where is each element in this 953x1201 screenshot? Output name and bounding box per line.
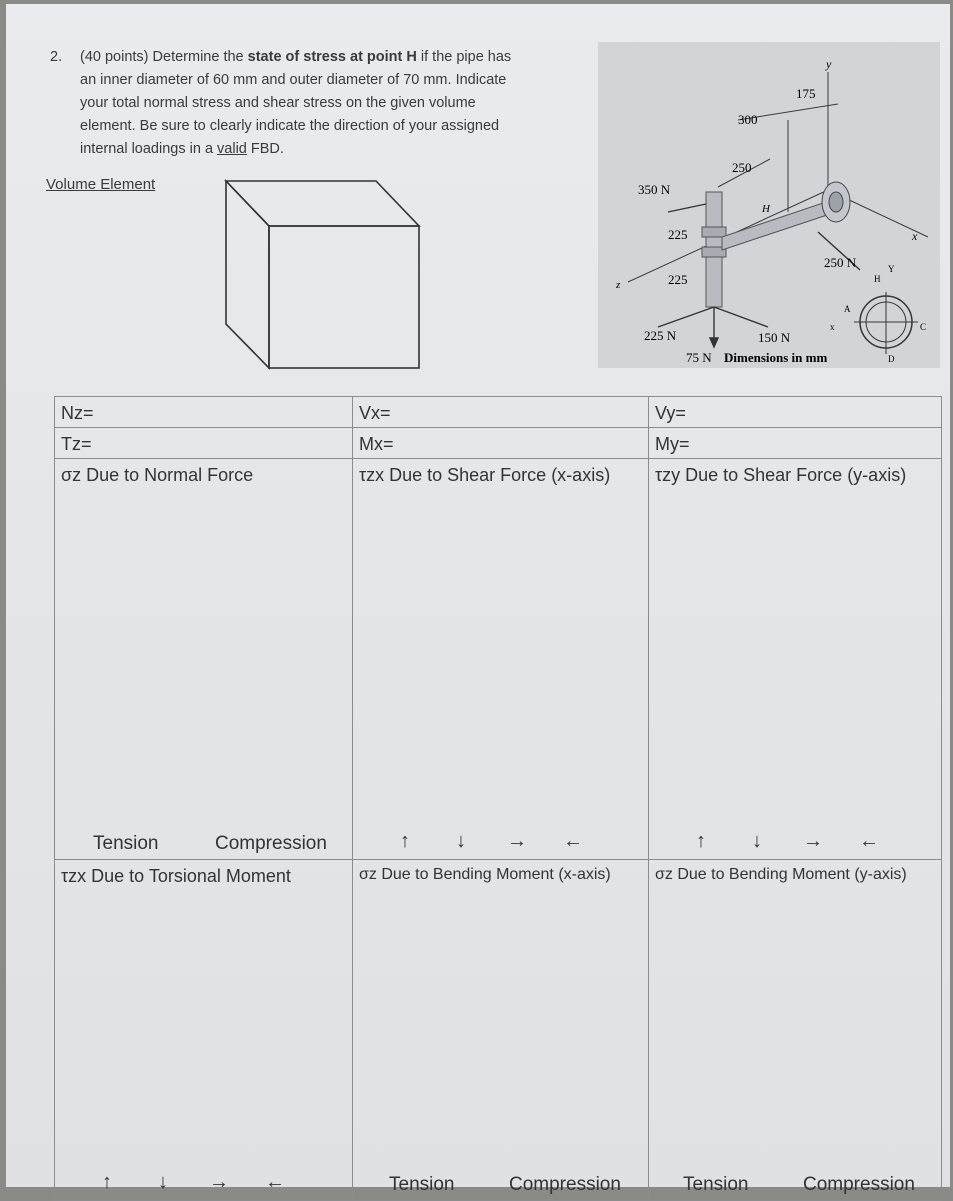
- fig-label-z: z: [616, 279, 621, 291]
- fig-section-y: Y: [888, 264, 895, 274]
- fig-force-350: 350 N: [638, 182, 671, 197]
- fig-force-225: 225 N: [644, 328, 677, 343]
- question-number: 2.: [50, 49, 63, 65]
- shear-x-cell[interactable]: [353, 459, 649, 860]
- fig-section-x: x: [830, 322, 835, 332]
- table-row: [55, 428, 942, 459]
- fig-dim-175: 175: [796, 86, 816, 101]
- nz-field[interactable]: Nz=: [61, 403, 94, 423]
- tz-field[interactable]: Tz=: [61, 434, 92, 454]
- fig-force-150: 150 N: [758, 330, 791, 345]
- normal-force-header: σz Due to Normal Force: [61, 465, 254, 485]
- fig-dim-225a: 225: [668, 227, 688, 242]
- arrow-up-icon[interactable]: ↑: [102, 1171, 112, 1193]
- torsion-cell[interactable]: [55, 860, 353, 1201]
- compression-option[interactable]: Compression: [509, 1174, 621, 1195]
- arrow-down-icon[interactable]: ↓: [752, 830, 762, 852]
- vy-field[interactable]: Vy=: [655, 403, 686, 423]
- table-row: [55, 860, 942, 1201]
- stress-table: [54, 396, 942, 1201]
- question-text: [50, 46, 590, 161]
- question-line-1: (40 points) Determine the state of stress at point H if the pipe has: [80, 49, 512, 65]
- arrow-right-icon[interactable]: →: [507, 830, 527, 852]
- arrow-left-icon[interactable]: ←: [563, 830, 583, 852]
- table-row: [55, 459, 942, 860]
- arrow-up-icon[interactable]: ↑: [696, 830, 706, 852]
- arrow-left-icon[interactable]: ←: [265, 1171, 285, 1193]
- torsion-header: τzx Due to Torsional Moment: [61, 866, 291, 886]
- question-line-5: internal loadings in a valid FBD.: [80, 141, 284, 157]
- bending-x-cell[interactable]: [353, 860, 649, 1201]
- fig-dims-note: Dimensions in mm: [724, 350, 828, 365]
- compression-option[interactable]: Compression: [803, 1174, 915, 1195]
- arrow-right-icon[interactable]: →: [803, 830, 823, 852]
- shear-x-header: τzx Due to Shear Force (x-axis): [359, 465, 611, 485]
- bending-x-header: σz Due to Bending Moment (x-axis): [359, 866, 611, 883]
- vx-field[interactable]: Vx=: [359, 403, 391, 423]
- fig-section-h: H: [874, 274, 881, 284]
- tension-option[interactable]: Tension: [93, 833, 159, 854]
- fig-label-y: y: [826, 57, 832, 71]
- volume-element-label: Volume Element: [46, 176, 156, 193]
- bending-y-cell[interactable]: [649, 860, 942, 1201]
- tension-option[interactable]: Tension: [389, 1174, 455, 1195]
- arrow-left-icon[interactable]: ←: [859, 830, 879, 852]
- fig-section-a: A: [844, 304, 851, 314]
- pipe-figure: [598, 42, 940, 368]
- bending-y-header: σz Due to Bending Moment (y-axis): [655, 866, 907, 883]
- arrow-up-icon[interactable]: ↑: [400, 830, 410, 852]
- fig-force-75: 75 N: [686, 350, 712, 365]
- fig-force-250: 250 N: [824, 255, 857, 270]
- fig-label-h: H: [762, 203, 770, 215]
- normal-force-cell[interactable]: [55, 459, 353, 860]
- shear-y-arrows: [673, 830, 897, 853]
- worksheet-page: [6, 4, 950, 1195]
- compression-option[interactable]: Compression: [215, 833, 327, 854]
- tension-option[interactable]: Tension: [683, 1174, 749, 1195]
- fig-dim-300: 300: [738, 112, 758, 127]
- question-line-2: an inner diameter of 60 mm and outer diameter of 70 mm. Indicate: [80, 72, 507, 88]
- table-row: [55, 397, 942, 428]
- mx-field[interactable]: Mx=: [359, 434, 394, 454]
- shear-x-arrows: [377, 830, 601, 853]
- fig-label-x: x: [912, 229, 918, 243]
- question-line-4: element. Be sure to clearly indicate the direction of your assigned: [80, 118, 500, 134]
- arrow-down-icon[interactable]: ↓: [456, 830, 466, 852]
- fig-dim-250: 250: [732, 160, 752, 175]
- question-line-3: your total normal stress and shear stress on the given volume: [80, 95, 476, 111]
- fig-section-c: C: [920, 322, 927, 332]
- torsion-arrows: [79, 1171, 303, 1194]
- arrow-down-icon[interactable]: ↓: [158, 1171, 168, 1193]
- fig-dim-225b: 225: [668, 272, 688, 287]
- volume-element-cube[interactable]: [221, 176, 431, 372]
- shear-y-header: τzy Due to Shear Force (y-axis): [655, 465, 907, 485]
- my-field[interactable]: My=: [655, 434, 690, 454]
- arrow-right-icon[interactable]: →: [209, 1171, 229, 1193]
- fig-section-d: D: [888, 354, 895, 364]
- shear-y-cell[interactable]: [649, 459, 942, 860]
